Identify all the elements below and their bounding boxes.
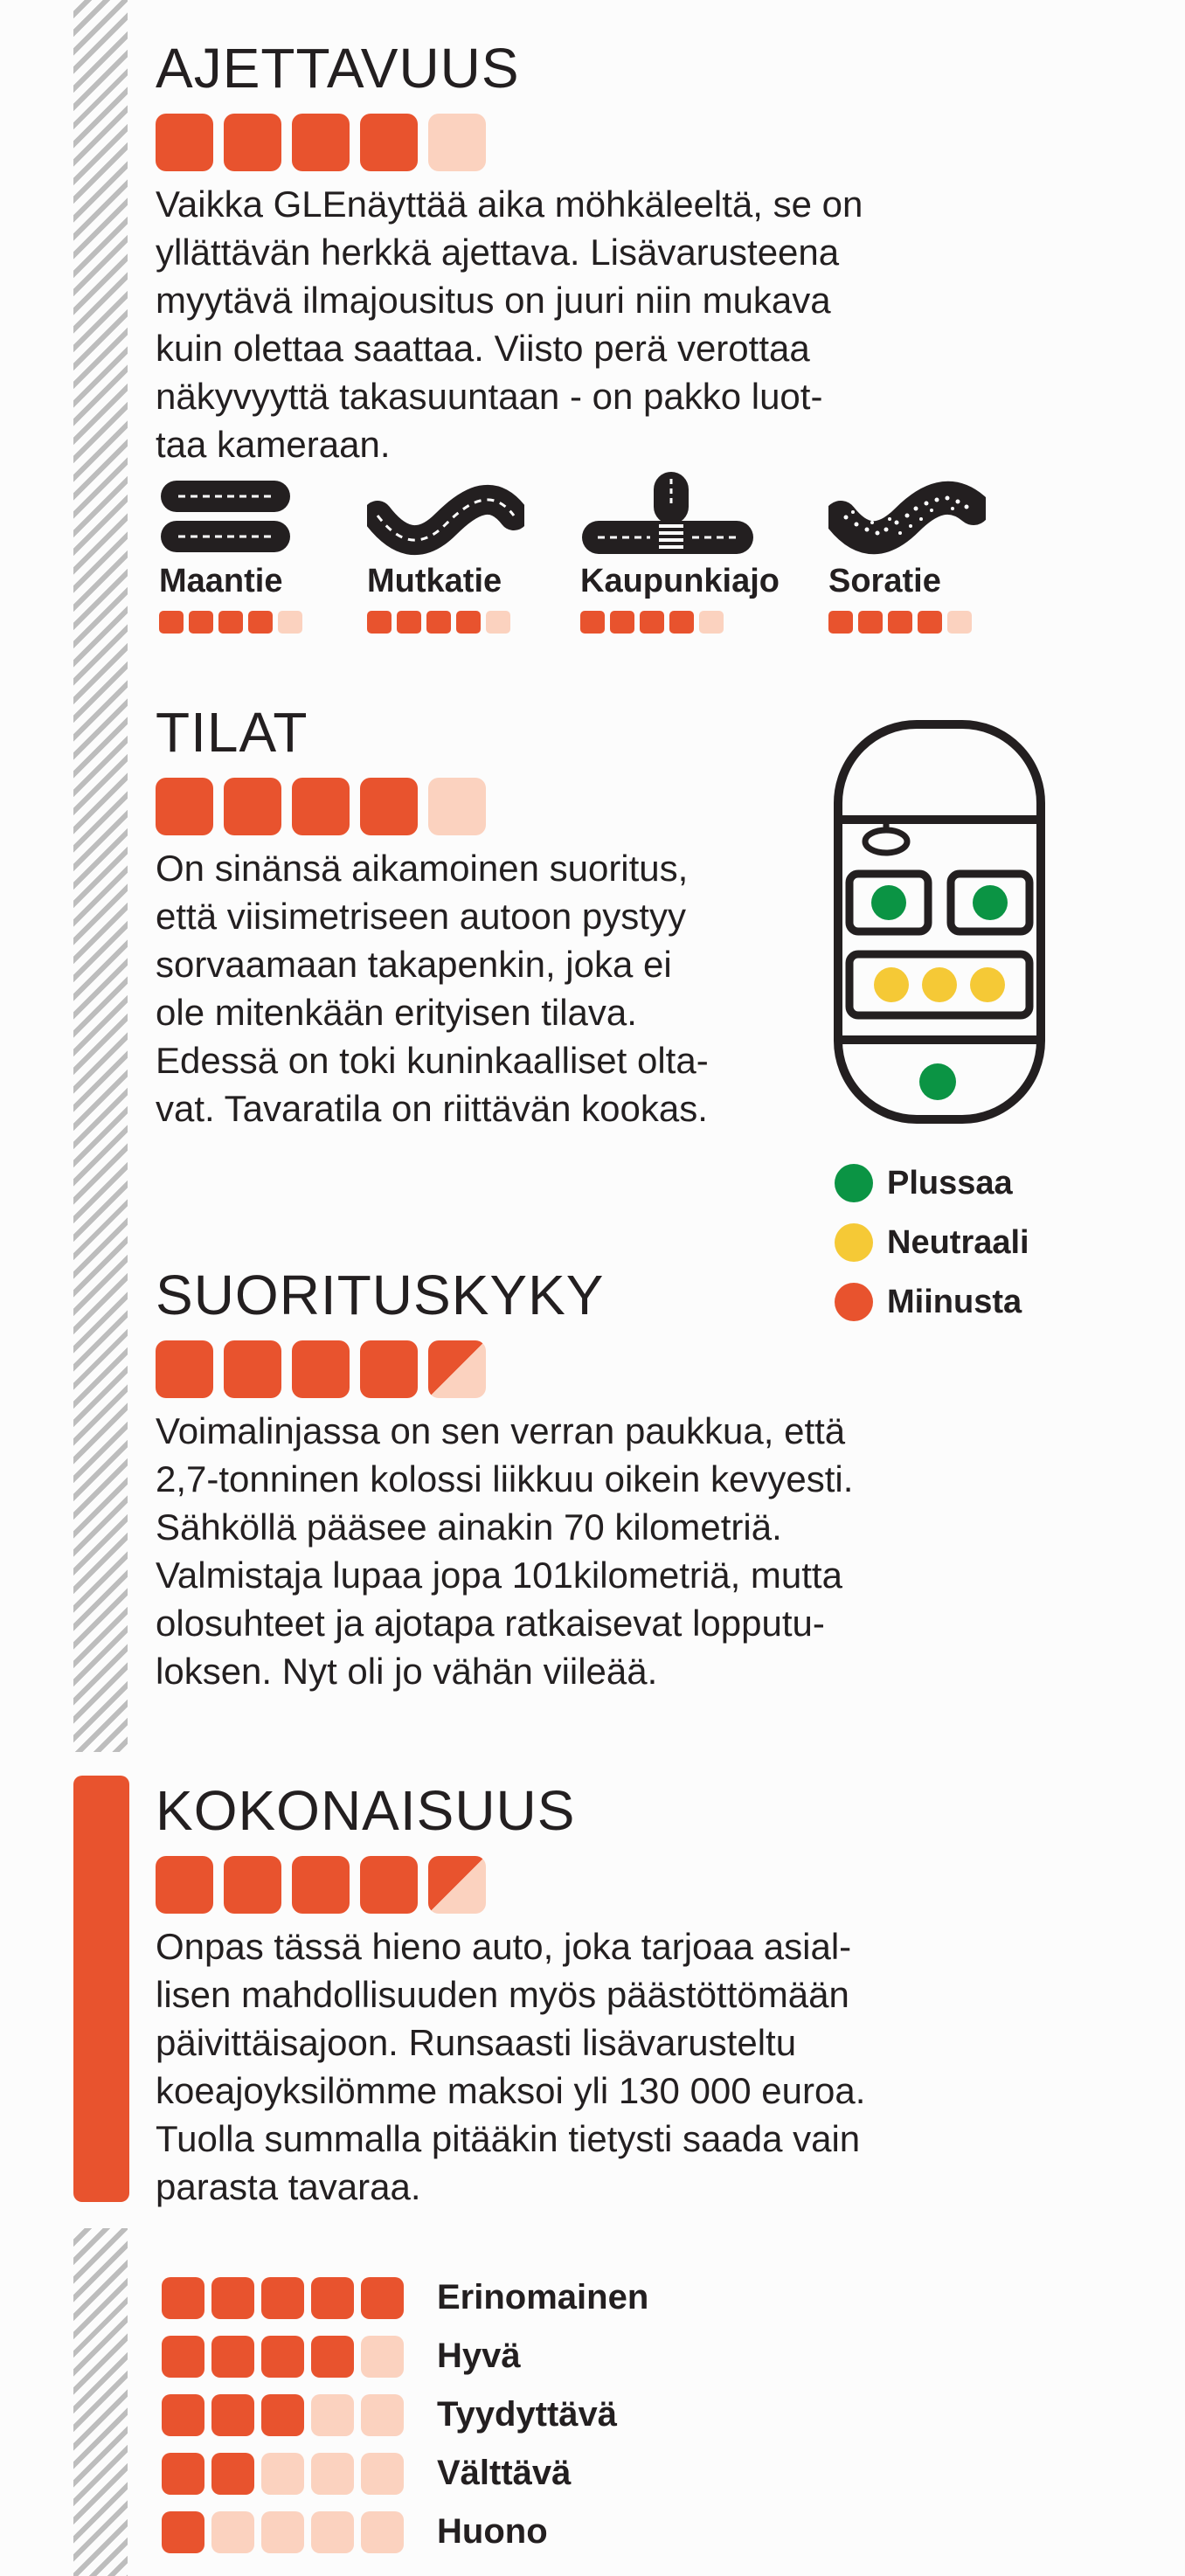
scale-row — [162, 2386, 648, 2444]
scale-row — [162, 2327, 648, 2386]
section-ajettavuus — [156, 37, 863, 468]
seat-legend — [835, 1153, 1029, 1332]
text-line: lisen mahdollisuuden myös päästöttömään — [156, 1974, 849, 2015]
rating-square — [292, 778, 350, 835]
mini-square — [426, 611, 451, 634]
scale-square-empty — [361, 2453, 404, 2495]
rating-square — [156, 1856, 213, 1914]
mini-square — [918, 611, 942, 634]
mini-square — [397, 611, 421, 634]
text-line: loksen. Nyt oli jo vähän viileää. — [156, 1651, 658, 1692]
scale-square — [261, 2277, 304, 2319]
section-body — [156, 1922, 865, 2211]
road-rating — [580, 611, 780, 634]
legend-item — [835, 1153, 1029, 1213]
mini-square — [828, 611, 853, 634]
road-soratie — [828, 472, 986, 634]
scale-squares — [162, 2394, 404, 2436]
rating-square-empty — [428, 778, 486, 835]
scale-square-empty — [261, 2511, 304, 2553]
scale-label: Hyvä — [437, 2337, 521, 2375]
road-label: Mutkatie — [367, 563, 502, 599]
mini-square — [248, 611, 273, 634]
green-dot-icon — [835, 1164, 873, 1202]
yellow-dot-icon — [835, 1223, 873, 1262]
rating-square — [224, 1340, 281, 1398]
road-label: Maantie — [159, 563, 283, 599]
legend-label: Neutraali — [887, 1223, 1029, 1261]
mini-square-empty — [699, 611, 724, 634]
rating-square — [224, 1856, 281, 1914]
scale-row — [162, 2268, 648, 2327]
section-title: AJETTAVUUS — [156, 37, 520, 100]
text-line: sorvaamaan takapenkin, joka ei — [156, 944, 672, 985]
scale-square-empty — [261, 2453, 304, 2495]
rating-square — [224, 778, 281, 835]
scale-square-empty — [361, 2336, 404, 2378]
rating-square — [360, 1340, 418, 1398]
rating-square — [156, 778, 213, 835]
rating-squares — [156, 114, 863, 171]
rating-square-half — [428, 1340, 486, 1398]
mini-square — [218, 611, 243, 634]
road-rating — [159, 611, 302, 634]
text-line: myytävä ilmajousitus on juuri niin mukava — [156, 280, 831, 321]
scale-squares — [162, 2453, 404, 2495]
scale-square — [311, 2336, 354, 2378]
legend-item — [835, 1213, 1029, 1272]
text-line: On sinänsä aikamoinen suoritus, — [156, 848, 689, 889]
section-suorituskyky — [156, 1264, 854, 1695]
section-title: TILAT — [156, 701, 308, 764]
road-label: Kaupunkiajo — [580, 563, 780, 599]
rating-square-empty — [428, 114, 486, 171]
mini-square — [610, 611, 634, 634]
legend-label: Plussaa — [887, 1164, 1013, 1201]
rating-scale-legend — [162, 2268, 648, 2561]
mini-square — [159, 611, 184, 634]
section-body — [156, 1407, 853, 1695]
text-line: yllättävän herkkä ajettava. Lisävarusteena — [156, 232, 840, 273]
text-line: Vaikka GLEnäyttää aika möhkäleeltä, se on — [156, 184, 863, 225]
road-mutkatie — [367, 472, 524, 634]
mini-square — [858, 611, 883, 634]
rating-square — [292, 1340, 350, 1398]
rating-square — [156, 114, 213, 171]
text-line: Tuolla summalla pitääkin tietysti saada vain — [156, 2118, 861, 2159]
scale-label: Erinomainen — [437, 2278, 649, 2316]
road-label: Soratie — [828, 563, 941, 599]
legend-label: Miinusta — [887, 1283, 1022, 1320]
scale-row — [162, 2503, 648, 2561]
scale-squares — [162, 2511, 404, 2553]
scale-square — [211, 2394, 254, 2436]
mini-square — [456, 611, 481, 634]
mini-square-empty — [278, 611, 302, 634]
scale-square — [162, 2453, 204, 2495]
text-line: taa kameraan. — [156, 424, 391, 465]
section-tilat — [156, 701, 709, 1132]
section-kokonaisuus — [156, 1779, 866, 2211]
text-line: Edessä on toki kuninkaalliset olta- — [156, 1040, 709, 1081]
gravel-road-icon — [828, 472, 986, 559]
road-rating — [828, 611, 986, 634]
scale-square-empty — [311, 2394, 354, 2436]
hatch-stripe-bottom — [73, 2228, 128, 2576]
text-line: 2,7-tonninen kolossi liikkuu oikein kevyesti. — [156, 1458, 854, 1499]
mini-square-empty — [486, 611, 510, 634]
text-line: Valmistaja lupaa jopa 101kilometriä, mutta — [156, 1555, 842, 1596]
text-line: kuin olettaa saattaa. Viisto perä verottaa — [156, 328, 810, 369]
mini-square — [888, 611, 912, 634]
scale-square — [361, 2277, 404, 2319]
text-line: ole mitenkään erityisen tilava. — [156, 992, 637, 1033]
rating-squares — [156, 1340, 853, 1398]
text-line: koeajoyksilömme maksoi yli 130 000 euroa. — [156, 2070, 866, 2111]
text-line: että viisimetriseen autoon pystyy — [156, 896, 686, 937]
scale-square — [211, 2336, 254, 2378]
section-body — [156, 844, 709, 1132]
scale-square — [162, 2511, 204, 2553]
scale-squares — [162, 2277, 404, 2319]
scale-square-empty — [311, 2511, 354, 2553]
mini-square — [189, 611, 213, 634]
rating-square — [292, 114, 350, 171]
text-line: näkyvyyttä takasuuntaan - on pakko luot- — [156, 376, 823, 417]
scale-row — [162, 2444, 648, 2503]
rating-square — [156, 1340, 213, 1398]
road-types — [159, 472, 981, 647]
rating-square — [360, 1856, 418, 1914]
section-body — [156, 180, 863, 468]
mini-square — [640, 611, 664, 634]
winding-road-icon — [367, 472, 524, 559]
legend-item — [835, 1272, 1029, 1332]
scale-label: Välttävä — [437, 2454, 572, 2492]
rating-square — [360, 114, 418, 171]
scale-label: Huono — [437, 2512, 548, 2551]
text-line: olosuhteet ja ajotapa ratkaisevat lopputu- — [156, 1603, 825, 1644]
text-line: päivittäisajoon. Runsaasti lisävarusteltu — [156, 2022, 797, 2063]
scale-square — [311, 2277, 354, 2319]
text-line: Voimalinjassa on sen verran paukkua, että — [156, 1410, 846, 1451]
rating-squares — [156, 778, 709, 835]
road-maantie — [159, 472, 302, 634]
scale-square-empty — [361, 2394, 404, 2436]
mini-square — [580, 611, 605, 634]
scale-label: Tyydyttävä — [437, 2395, 618, 2434]
hatch-stripe-top — [73, 0, 128, 1752]
rating-squares — [156, 1856, 865, 1914]
text-line: vat. Tavaratila on riittävän kookas. — [156, 1088, 708, 1129]
car-seating-icon — [830, 717, 1049, 1127]
text-line: Onpas tässä hieno auto, joka tarjoaa asial- — [156, 1926, 852, 1967]
mini-square — [367, 611, 392, 634]
road-kaupunkiajo — [580, 472, 780, 634]
scale-square — [261, 2394, 304, 2436]
rating-square — [224, 114, 281, 171]
highlight-bar — [73, 1776, 129, 2202]
scale-square — [162, 2277, 204, 2319]
scale-squares — [162, 2336, 404, 2378]
mini-square-empty — [947, 611, 972, 634]
city-road-icon — [580, 472, 755, 559]
scale-square — [211, 2453, 254, 2495]
section-title: SUORITUSKYKY — [156, 1264, 605, 1326]
text-line: Sähköllä pääsee ainakin 70 kilometriä. — [156, 1506, 782, 1548]
scale-square-empty — [211, 2511, 254, 2553]
highway-icon — [159, 472, 292, 559]
scale-square-empty — [361, 2511, 404, 2553]
mini-square — [669, 611, 694, 634]
scale-square — [261, 2336, 304, 2378]
text-line: parasta tavaraa. — [156, 2166, 421, 2207]
rating-square-half — [428, 1856, 486, 1914]
scale-square — [211, 2277, 254, 2319]
scale-square-empty — [311, 2453, 354, 2495]
scale-square — [162, 2336, 204, 2378]
section-title: KOKONAISUUS — [156, 1779, 576, 1842]
road-rating — [367, 611, 524, 634]
scale-square — [162, 2394, 204, 2436]
rating-square — [292, 1856, 350, 1914]
rating-square — [360, 778, 418, 835]
